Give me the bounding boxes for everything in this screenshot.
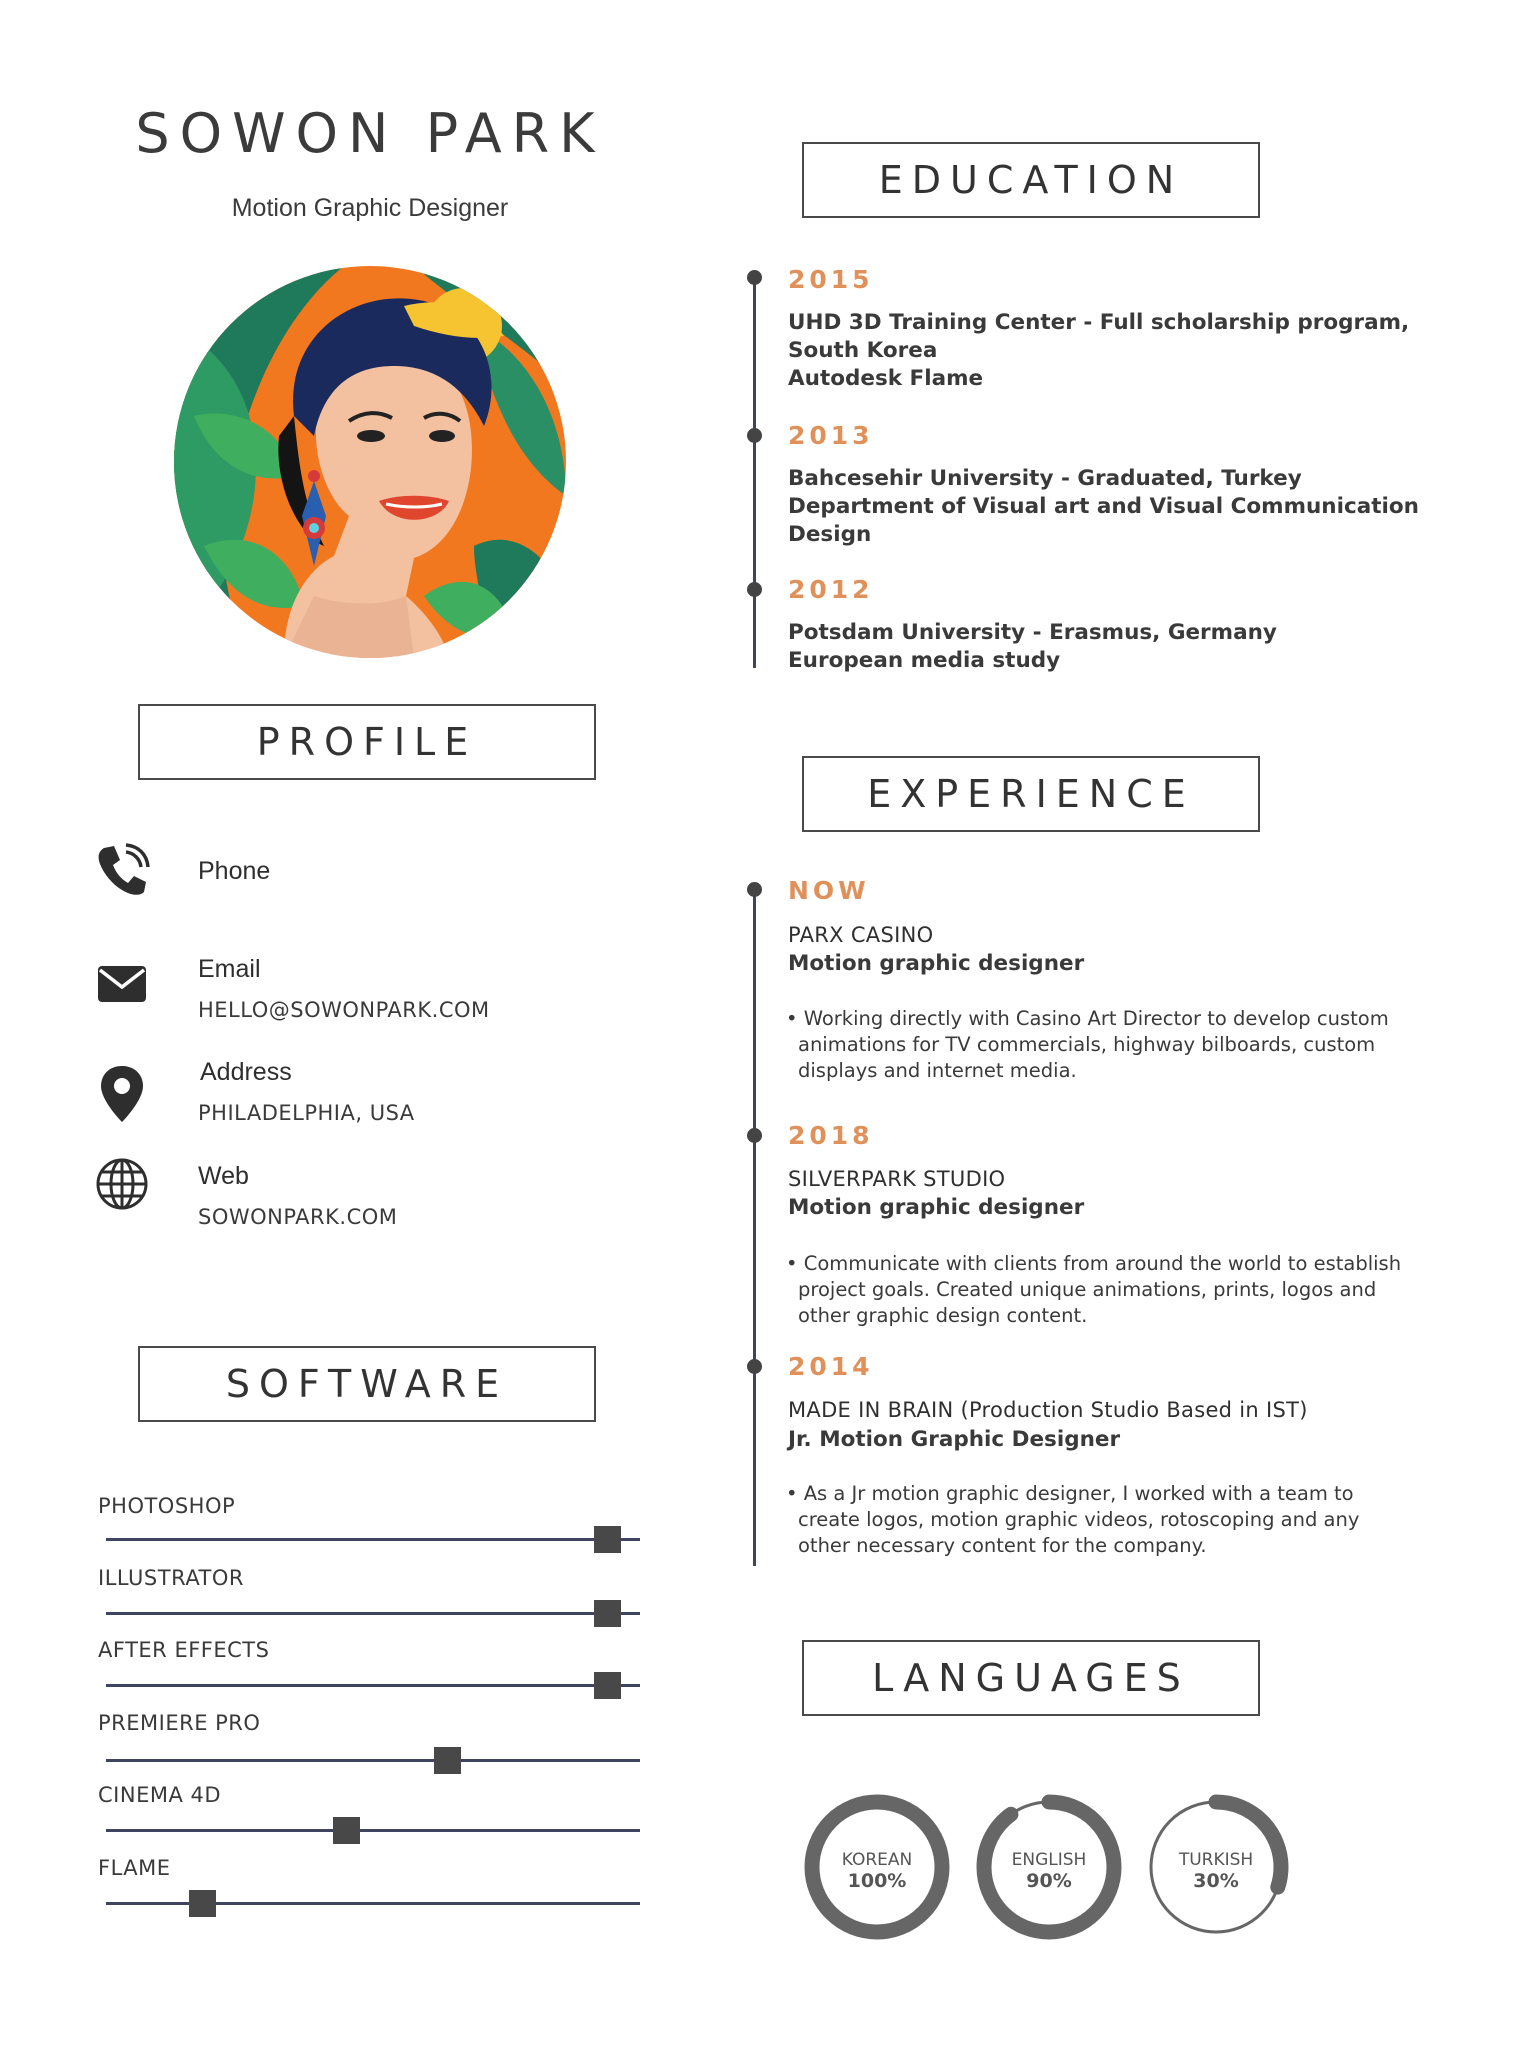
portrait-illustration [174,266,566,658]
skill-level-marker [434,1747,461,1774]
timeline-dot [747,428,762,443]
timeline-dot [747,582,762,597]
candidate-name: SOWON PARK [135,102,605,165]
skill-level-marker [594,1526,621,1553]
job-title: Motion Graphic Designer [231,194,509,222]
education-year: 2015 [788,265,874,294]
company-name: MADE IN BRAIN (Production Studio Based in IST) [788,1398,1308,1422]
experience-year: 2014 [788,1352,874,1381]
skill-track [106,1538,640,1541]
education-line: Department of Visual art and Visual Communication [788,494,1419,519]
language-name: ENGLISH [1011,1850,1087,1870]
education-line: Autodesk Flame [788,366,984,391]
company-name: PARX CASINO [788,923,934,947]
skill-level-marker [594,1600,621,1627]
language-percent: 30% [1193,1870,1239,1892]
experience-section-title: EXPERIENCE [802,756,1260,832]
skill-label: CINEMA 4D [98,1783,222,1807]
skill-track [106,1829,640,1832]
education-timeline [753,276,756,668]
education-line: UHD 3D Training Center - Full scholarship program, [788,310,1410,335]
education-line: Design [788,522,872,547]
globe-icon [94,1156,150,1212]
job-description: • As a Jr motion graphic designer, I worked with a team to create logos, motion graphic videos, rotoscoping and any other necessary content for the company. [786,1482,1360,1557]
email-value[interactable]: HELLO@SOWONPARK.COM [198,998,490,1022]
job-description: • Communicate with clients from around the world to establish project goals. Created unique animations, prints, logos and other graphic design content. [786,1252,1402,1327]
skill-track [106,1759,640,1762]
web-label: Web [198,1162,249,1190]
timeline-dot [747,270,762,285]
email-label: Email [198,955,261,983]
job-description: • Working directly with Casino Art Director to develop custom animations for TV commercials, highway bilboards, custom displays and internet media. [786,1007,1389,1082]
education-line: Bahcesehir University - Graduated, Turkey [788,466,1302,491]
language-ring [974,1792,1124,1942]
skill-label: FLAME [98,1856,171,1880]
experience-year: NOW [788,876,870,905]
skill-label: AFTER EFFECTS [98,1638,270,1662]
timeline-dot [747,882,762,897]
language-ring [802,1792,952,1942]
timeline-dot [747,1359,762,1374]
language-name: TURKISH [1178,1850,1254,1870]
experience-timeline [753,888,756,1566]
job-role: Jr. Motion Graphic Designer [788,1427,1121,1452]
languages-section-title: LANGUAGES [802,1640,1260,1716]
profile-section-title: PROFILE [138,704,596,780]
education-line: Potsdam University - Erasmus, Germany [788,620,1277,645]
education-line: South Korea [788,338,938,363]
education-year: 2012 [788,575,874,604]
job-role: Motion graphic designer [788,1195,1085,1220]
skill-label: PHOTOSHOP [98,1494,236,1518]
web-value[interactable]: SOWONPARK.COM [198,1205,398,1229]
education-line: European media study [788,648,1061,673]
language-name: KOREAN [841,1850,913,1870]
address-value: PHILADELPHIA, USA [198,1101,415,1125]
company-name: SILVERPARK STUDIO [788,1167,1006,1191]
language-ring [1141,1792,1291,1942]
language-percent: 100% [847,1870,907,1892]
experience-year: 2018 [788,1121,874,1150]
education-year: 2013 [788,421,874,450]
address-label: Address [200,1058,292,1086]
education-section-title: EDUCATION [802,142,1260,218]
skill-label: PREMIERE PRO [98,1711,261,1735]
job-role: Motion graphic designer [788,951,1085,976]
skill-level-marker [594,1672,621,1699]
skill-level-marker [189,1890,216,1917]
skill-track [106,1612,640,1615]
language-percent: 90% [1026,1870,1072,1892]
phone-label: Phone [198,857,271,885]
email-icon [94,956,150,1012]
phone-icon [94,842,150,898]
software-section-title: SOFTWARE [138,1346,596,1422]
skill-track [106,1684,640,1687]
skill-track [106,1902,640,1905]
skill-level-marker [333,1817,360,1844]
skill-label: ILLUSTRATOR [98,1566,244,1590]
timeline-dot [747,1128,762,1143]
location-pin-icon [94,1064,150,1120]
